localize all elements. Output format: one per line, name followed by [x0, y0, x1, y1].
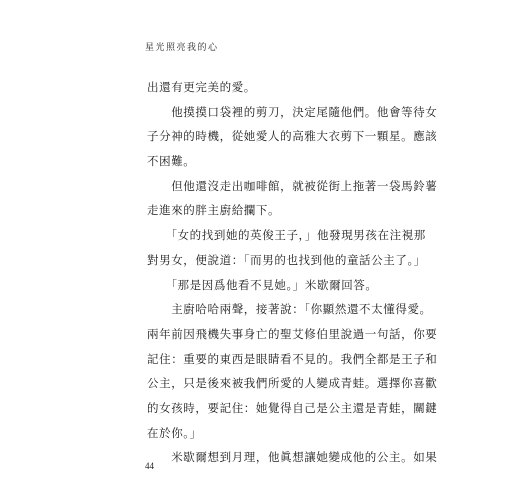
- text-line: 主廚哈哈兩聲，接著說：「你顯然還不太懂得愛。: [147, 302, 432, 317]
- running-header: 星光照亮我的心: [145, 43, 219, 53]
- body-text: [147, 75, 438, 470]
- text-line: 記住：重要的東西是眼睛看不見的。我們全都是王子和: [147, 351, 438, 366]
- text-line: 兩年前因飛機失事身亡的聖艾修伯里說過一句話，你要: [147, 326, 438, 341]
- text-line: 子分神的時機，從她愛人的高雅大衣剪下一顆星。應該: [147, 129, 438, 144]
- text-line: 「那是因爲他看不見她。」米歇爾回答。: [147, 277, 378, 292]
- text-line: 公主，只是後來被我們所愛的人變成青蛙。選擇你喜歡: [147, 376, 438, 391]
- text-line: 的女孩時，要記住：她覺得自己是公主還是青蛙，關鍵: [147, 400, 438, 415]
- text-line: 對男女，便說道：「而男的也找到他的童話公主了。」: [147, 252, 426, 267]
- text-line: 米歇爾想到月理，他眞想讓她變成他的公主。如果: [147, 450, 438, 465]
- text-line: 但他還沒走出咖啡館，就被從街上拖著一袋馬鈴薯: [147, 178, 438, 193]
- text-line: 出還有更完美的愛。: [147, 80, 256, 94]
- text-line: 他摸摸口袋裡的剪刀，決定尾隨他們。他會等待女: [147, 104, 438, 119]
- text-line: 「女的找到她的英俊王子，」他發現男孩在注視那: [147, 228, 426, 243]
- text-line: 走進來的胖主廚給攔下。: [147, 203, 281, 218]
- page-number: 44: [145, 461, 154, 471]
- text-line: 不困難。: [147, 154, 196, 169]
- text-line: 在於你。」: [147, 425, 202, 440]
